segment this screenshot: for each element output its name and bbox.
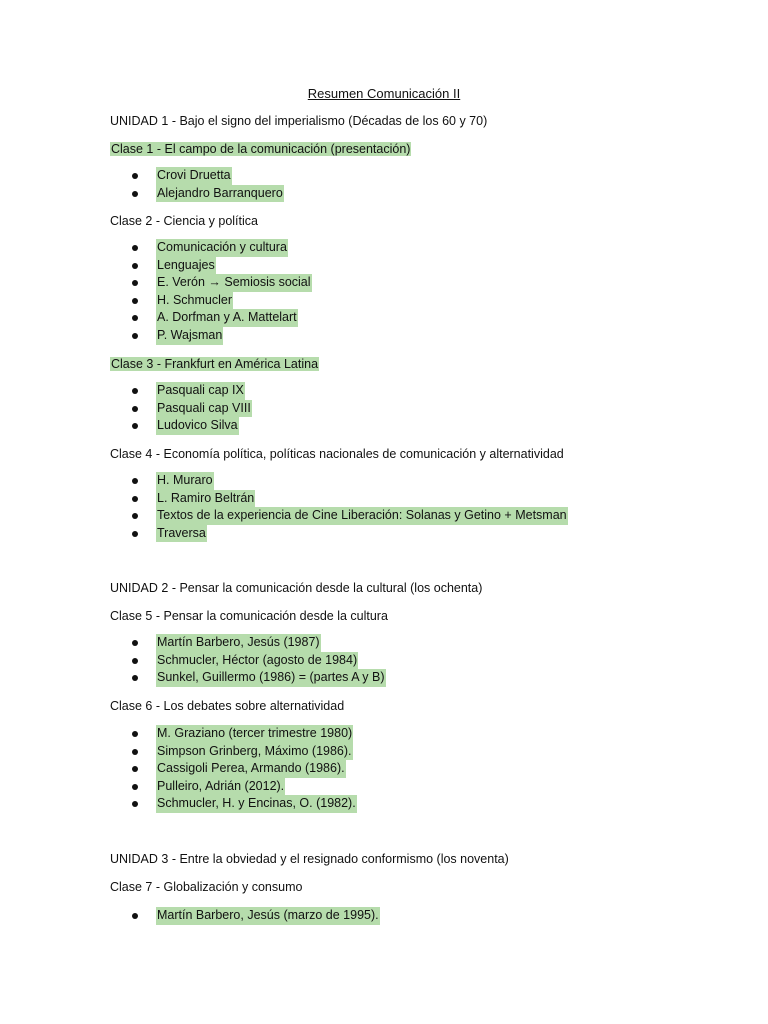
list-item [0, 760, 768, 778]
bullet-icon [132, 675, 138, 681]
list-item [0, 907, 768, 925]
list-item [0, 725, 768, 743]
list-item [0, 472, 768, 490]
list-item [0, 634, 768, 652]
list-item-text: Schmucler, H. y Encinas, O. (1982). [156, 795, 357, 813]
bullet-icon [132, 406, 138, 412]
bullet-icon [132, 801, 138, 807]
clase-1-list [0, 167, 768, 202]
list-item [0, 400, 768, 418]
list-item-text: Martín Barbero, Jesús (marzo de 1995). [156, 907, 380, 925]
bullet-icon [132, 388, 138, 394]
list-item-text: Cassigoli Perea, Armando (1986). [156, 760, 346, 778]
list-item [0, 382, 768, 400]
list-item-text: Ludovico Silva [156, 417, 239, 435]
bullet-icon [132, 749, 138, 755]
list-item-text: Textos de la experiencia de Cine Liberación: Solanas y Getino + Metsman [156, 507, 568, 525]
clase-3-heading [110, 356, 319, 372]
list-item-text: Sunkel, Guillermo (1986) = (partes A y B) [156, 669, 386, 687]
clase-4-heading: Clase 4 - Economía política, políticas nacionales de comunicación y alternatividad [110, 447, 564, 461]
list-item [0, 525, 768, 543]
bullet-icon [132, 173, 138, 179]
list-item-text: Alejandro Barranquero [156, 185, 284, 203]
bullet-icon [132, 263, 138, 269]
bullet-icon [132, 640, 138, 646]
bullet-icon [132, 280, 138, 286]
clase-2-heading: Clase 2 - Ciencia y política [110, 214, 258, 228]
list-item [0, 239, 768, 257]
list-item-text: P. Wajsman [156, 327, 223, 345]
clase-1-heading [110, 141, 411, 157]
list-item-text: L. Ramiro Beltrán [156, 490, 255, 508]
list-item-text: Crovi Druetta [156, 167, 232, 185]
document-title: Resumen Comunicación II [307, 86, 461, 101]
list-item [0, 309, 768, 327]
list-item [0, 185, 768, 203]
list-item-text: Schmucler, Héctor (agosto de 1984) [156, 652, 358, 670]
bullet-icon [132, 245, 138, 251]
list-item [0, 274, 768, 292]
clase-6-heading: Clase 6 - Los debates sobre alternatividad [110, 699, 345, 713]
clase-3-heading-text: Clase 3 - Frankfurt en América Latina [111, 357, 319, 371]
clase-3-list [0, 382, 768, 435]
bullet-icon [132, 423, 138, 429]
unidad-1-heading: UNIDAD 1 - Bajo el signo del imperialismo (Décadas de los 60 y 70) [110, 114, 488, 128]
list-item [0, 417, 768, 435]
unidad-2-heading: UNIDAD 2 - Pensar la comunicación desde la cultural (los ochenta) [110, 581, 483, 595]
clase-7-heading: Clase 7 - Globalización y consumo [110, 880, 303, 894]
bullet-icon [132, 658, 138, 664]
list-item [0, 669, 768, 687]
bullet-icon [132, 315, 138, 321]
list-item-text: M. Graziano (tercer trimestre 1980) [156, 725, 353, 743]
bullet-icon [132, 496, 138, 502]
list-item-text: Lenguajes [156, 257, 216, 275]
bullet-icon [132, 191, 138, 197]
clase-6-list [0, 725, 768, 813]
list-item-text: Pasquali cap VIII [156, 400, 252, 418]
clase-5-list [0, 634, 768, 687]
clase-7-list [0, 907, 768, 925]
bullet-icon [132, 913, 138, 919]
list-item [0, 743, 768, 761]
list-item-text: Martín Barbero, Jesús (1987) [156, 634, 321, 652]
list-item [0, 490, 768, 508]
bullet-icon [132, 766, 138, 772]
bullet-icon [132, 731, 138, 737]
list-item [0, 292, 768, 310]
list-item-text: E. Verón → Semiosis social [156, 274, 312, 292]
list-item [0, 507, 768, 525]
list-item [0, 257, 768, 275]
list-item [0, 652, 768, 670]
bullet-icon [132, 333, 138, 339]
clase-5-heading: Clase 5 - Pensar la comunicación desde la cultura [110, 609, 388, 623]
list-item-text: Simpson Grinberg, Máximo (1986). [156, 743, 353, 761]
list-item-text: Traversa [156, 525, 207, 543]
list-item [0, 327, 768, 345]
list-item-text: H. Schmucler [156, 292, 233, 310]
list-item-text: H. Muraro [156, 472, 214, 490]
clase-1-heading-text: Clase 1 - El campo de la comunicación (presentación) [111, 142, 411, 156]
list-item-text: Pulleiro, Adrián (2012). [156, 778, 285, 796]
clase-2-list [0, 239, 768, 345]
clase-4-list [0, 472, 768, 542]
unidad-3-heading: UNIDAD 3 - Entre la obviedad y el resignado conformismo (los noventa) [110, 852, 509, 866]
list-item [0, 795, 768, 813]
list-item [0, 778, 768, 796]
list-item-text: Comunicación y cultura [156, 239, 288, 257]
list-item-text: Pasquali cap IX [156, 382, 245, 400]
bullet-icon [132, 513, 138, 519]
bullet-icon [132, 298, 138, 304]
bullet-icon [132, 531, 138, 537]
bullet-icon [132, 784, 138, 790]
list-item-text: A. Dorfman y A. Mattelart [156, 309, 298, 327]
bullet-icon [132, 478, 138, 484]
list-item [0, 167, 768, 185]
